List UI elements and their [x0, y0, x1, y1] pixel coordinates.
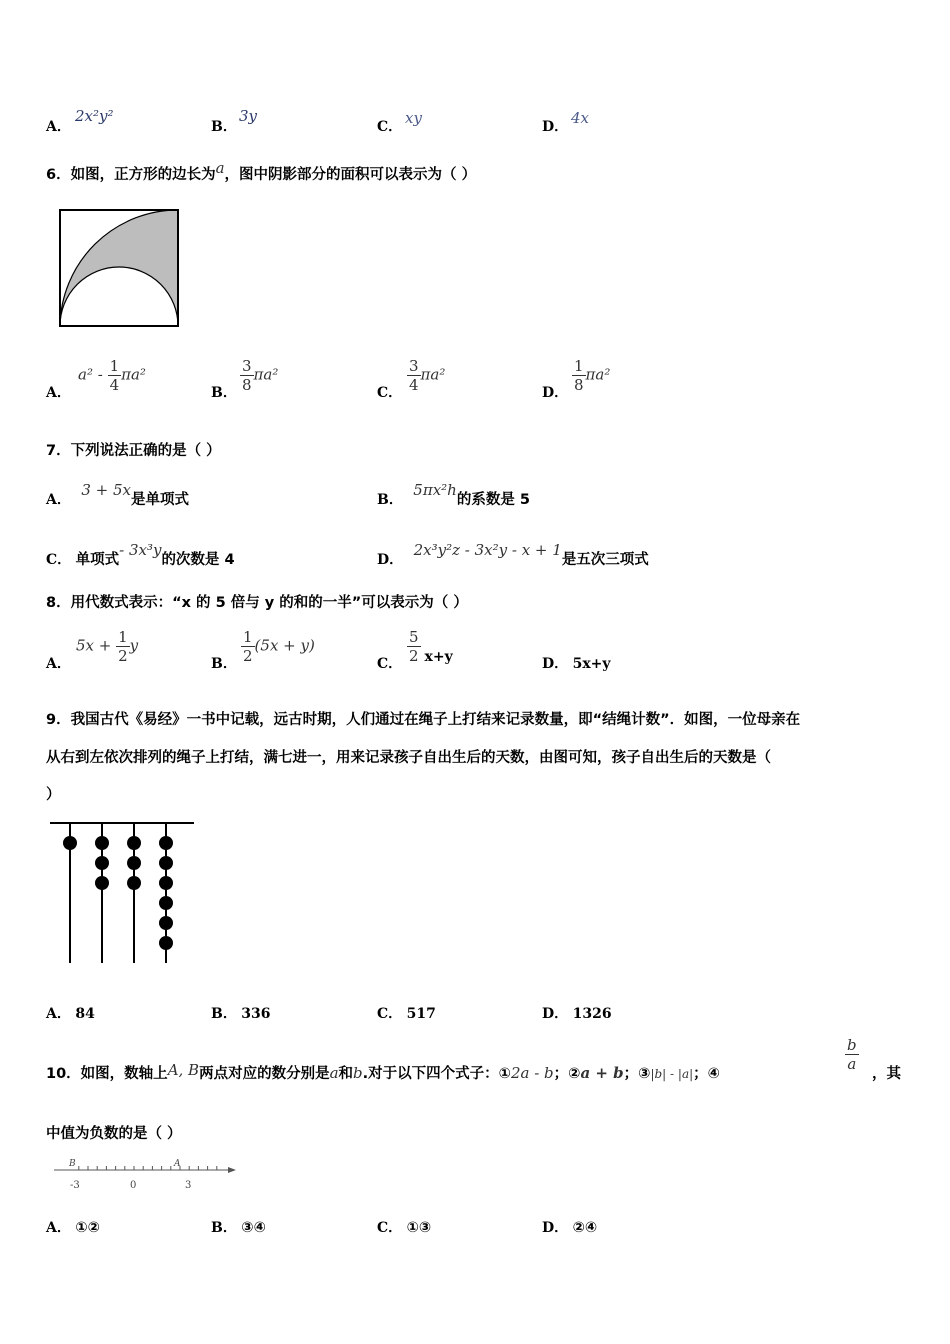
option-label: D． — [542, 1220, 569, 1236]
q10-points: A, B — [167, 1061, 200, 1079]
expr-part: x+y — [424, 648, 453, 665]
q6-option-c-expr — [407, 357, 445, 394]
fraction — [407, 357, 421, 394]
option-label: B． — [211, 385, 237, 401]
option-label: B． — [211, 1006, 237, 1022]
q8-option-a-expr — [76, 628, 138, 665]
knot — [159, 856, 173, 870]
option-label: A． — [46, 656, 71, 672]
option-label: D． — [542, 119, 569, 135]
option-text: 336 — [241, 1006, 271, 1022]
denominator: 2 — [243, 647, 253, 665]
option-label: D． — [542, 656, 569, 672]
denominator: 4 — [409, 376, 419, 394]
expr-part: πa² — [585, 365, 611, 384]
q9-knot-rope-figure — [48, 820, 198, 968]
denominator: 2 — [409, 647, 419, 665]
numerator: 1 — [243, 628, 253, 646]
q10-stem-line1 — [46, 1062, 720, 1083]
q5-option-c[interactable] — [377, 116, 402, 136]
q6-option-b[interactable] — [211, 382, 237, 402]
q8-option-d[interactable] — [542, 653, 611, 673]
option-label: C． — [377, 119, 403, 135]
q10-option-d[interactable] — [542, 1217, 597, 1237]
q8-option-d-text: 5x+y — [572, 656, 611, 672]
numerator: b — [847, 1036, 857, 1054]
tick-label-0: 0 — [130, 1180, 137, 1191]
q9-stem-line1: 9．我国古代《易经》一书中记载，远古时期，人们通过在绳子上打结来记录数量，即“结绳计数”．如图，一位母亲在 — [46, 712, 801, 728]
denominator: 8 — [574, 376, 584, 394]
q6-option-c[interactable] — [377, 382, 402, 402]
denominator: 2 — [118, 647, 128, 665]
q7-option-d-expr: 2x³y²z - 3x²y - x + 1 — [413, 541, 562, 559]
expr-part: πa² — [253, 365, 279, 384]
knot — [159, 916, 173, 930]
q7-option-b-expr: 5πx²h — [413, 481, 457, 499]
option-text: 517 — [406, 1006, 436, 1022]
option-label: D． — [542, 1006, 569, 1022]
q10-stem-end: ，其 — [872, 1066, 901, 1082]
q8-option-c-expr — [407, 628, 453, 665]
q7-option-b-text: 的系数是 5 — [456, 492, 530, 508]
knot — [127, 856, 141, 870]
q6-option-a[interactable] — [46, 382, 71, 402]
q10-expr-3: |b| - |a| — [650, 1067, 694, 1081]
q6-stem — [46, 159, 477, 185]
q6-option-b-expr — [240, 357, 278, 394]
knot — [127, 876, 141, 890]
q8-option-c[interactable] — [377, 653, 402, 673]
point-b-label: B — [69, 1159, 76, 1169]
option-label: B． — [211, 119, 237, 135]
numerator: 1 — [118, 628, 128, 646]
expr-part: y — [129, 636, 139, 655]
stem-text: 10．如图，数轴上 — [46, 1066, 168, 1082]
q10-expr-1: 2a - b — [510, 1064, 554, 1082]
stem-text: ；③ — [623, 1066, 651, 1082]
knot — [159, 836, 173, 850]
stem-text: ；④ — [693, 1066, 720, 1082]
fraction — [572, 357, 586, 394]
option-text: ②④ — [572, 1220, 598, 1236]
numerator: 1 — [109, 357, 120, 375]
tick-label-3: 3 — [185, 1180, 192, 1191]
denominator: a — [845, 1054, 859, 1073]
expr-part: πa² — [420, 365, 446, 384]
option-label: A． — [46, 385, 71, 401]
q7-option-c[interactable] — [46, 541, 235, 569]
option-text: ③④ — [241, 1220, 266, 1236]
q5-option-d-expr: 4x — [571, 109, 590, 127]
knot — [159, 876, 173, 890]
q9-stem-line3: ） — [46, 787, 61, 803]
expr-part: πa² — [121, 365, 146, 384]
q8-option-b[interactable] — [211, 653, 237, 673]
q6-option-d-expr — [572, 357, 610, 394]
knot — [63, 836, 77, 850]
expr-part: (5x + y) — [254, 636, 315, 655]
option-label: C． — [377, 1220, 403, 1236]
knot — [127, 836, 141, 850]
numerator: 3 — [409, 357, 419, 375]
option-label: C． — [377, 1006, 403, 1022]
knot — [95, 876, 109, 890]
q10-expr-2: a + b — [580, 1064, 624, 1082]
knot — [159, 936, 173, 950]
q5-option-a-expr: 2x²y² — [75, 107, 114, 125]
q9-stem-line2: 从右到左依次排列的绳子上打结，满七进一，用来记录孩子自出生后的天数，由图可知，孩子自出生后的天数是（ — [46, 750, 771, 766]
q9-option-a[interactable] — [46, 1003, 95, 1023]
numerator: 5 — [409, 628, 419, 646]
denominator: 8 — [242, 376, 252, 394]
stem-text: .对于以下四个式子：① — [362, 1066, 511, 1082]
stem-text: ；② — [553, 1066, 581, 1082]
q7-option-a[interactable] — [46, 481, 189, 509]
numerator: 1 — [574, 357, 584, 375]
option-label: A． — [46, 1220, 71, 1236]
q7-option-a-text: 是单项式 — [130, 492, 189, 508]
numerator: 3 — [242, 357, 252, 375]
q6-option-a-expr — [78, 357, 146, 394]
option-label: C． — [377, 656, 403, 672]
knot — [95, 836, 109, 850]
tick-group — [79, 1166, 217, 1170]
denominator: 4 — [109, 376, 120, 394]
q9-option-c[interactable] — [377, 1003, 436, 1023]
q8-option-a[interactable] — [46, 653, 71, 673]
expr-part: 5x + — [76, 636, 117, 655]
option-text: 84 — [75, 1006, 95, 1022]
q6-option-d[interactable] — [542, 382, 568, 402]
option-label: A． — [46, 119, 71, 135]
q10-fraction — [845, 1036, 859, 1073]
q6-square-figure — [58, 208, 182, 330]
q7-option-c-pretext: 单项式 — [75, 552, 120, 568]
q5-option-c-expr: xy — [405, 109, 422, 127]
option-label: B． — [377, 492, 403, 508]
q7-option-d-text: 是五次三项式 — [561, 552, 649, 568]
option-text: 1326 — [572, 1006, 612, 1022]
q7-stem: 7．下列说法正确的是（ ） — [46, 443, 221, 459]
point-a-label: A — [174, 1159, 181, 1169]
stem-text: 和 — [338, 1066, 354, 1082]
q10-option-b[interactable] — [211, 1217, 266, 1237]
q6-stem-text-2: ，图中阴影部分的面积可以表示为（ ） — [224, 167, 477, 183]
option-label: D． — [377, 552, 404, 568]
q10-number-line — [50, 1155, 240, 1195]
q8-option-b-expr — [241, 628, 315, 665]
option-label: C． — [377, 385, 403, 401]
q5-option-b[interactable] — [211, 116, 237, 136]
fraction — [240, 357, 254, 394]
option-text: ①② — [75, 1220, 100, 1236]
q5-option-a[interactable] — [46, 116, 71, 136]
stem-text: 两点对应的数分别是 — [199, 1066, 330, 1082]
q10-option-c[interactable] — [377, 1217, 431, 1237]
knot — [95, 856, 109, 870]
q7-option-b[interactable] — [377, 481, 530, 509]
q9-option-b[interactable] — [211, 1003, 271, 1023]
option-label: C． — [46, 552, 72, 568]
shaded-region — [60, 210, 178, 326]
tick-label-neg3: -3 — [70, 1180, 80, 1191]
option-label: A． — [46, 492, 71, 508]
option-label: A． — [46, 1006, 71, 1022]
q9-option-d[interactable] — [542, 1003, 612, 1023]
option-label: B． — [211, 656, 237, 672]
option-label: D． — [542, 385, 569, 401]
q6-stem-text: 6．如图，正方形的边长为 — [46, 167, 216, 183]
expr-part: a² - — [78, 365, 108, 384]
q10-option-a[interactable] — [46, 1217, 100, 1237]
fraction — [241, 628, 255, 665]
q5-option-d[interactable] — [542, 116, 568, 136]
fraction — [116, 628, 130, 665]
q7-option-c-text: 的次数是 4 — [161, 552, 235, 568]
q5-option-b-expr: 3y — [239, 107, 258, 125]
fraction — [407, 628, 421, 665]
knot — [159, 896, 173, 910]
q10-var-b: b — [353, 1064, 363, 1082]
option-text: ①③ — [406, 1220, 432, 1236]
axis-arrow — [228, 1167, 236, 1173]
q7-option-d[interactable] — [377, 541, 649, 569]
rope-group — [63, 823, 173, 963]
q10-var-a: a — [329, 1064, 339, 1082]
fraction — [108, 357, 122, 394]
option-label: B． — [211, 1220, 237, 1236]
q6-var: a — [215, 159, 225, 177]
q8-stem: 8．用代数式表示：“x 的 5 倍与 y 的和的一半”可以表示为（ ） — [46, 595, 468, 611]
q10-stem-line2: 中值为负数的是（ ） — [46, 1126, 182, 1142]
fraction — [845, 1036, 859, 1073]
q7-option-c-expr: - 3x³y — [119, 541, 162, 559]
q7-option-a-expr: 3 + 5x — [81, 481, 131, 499]
